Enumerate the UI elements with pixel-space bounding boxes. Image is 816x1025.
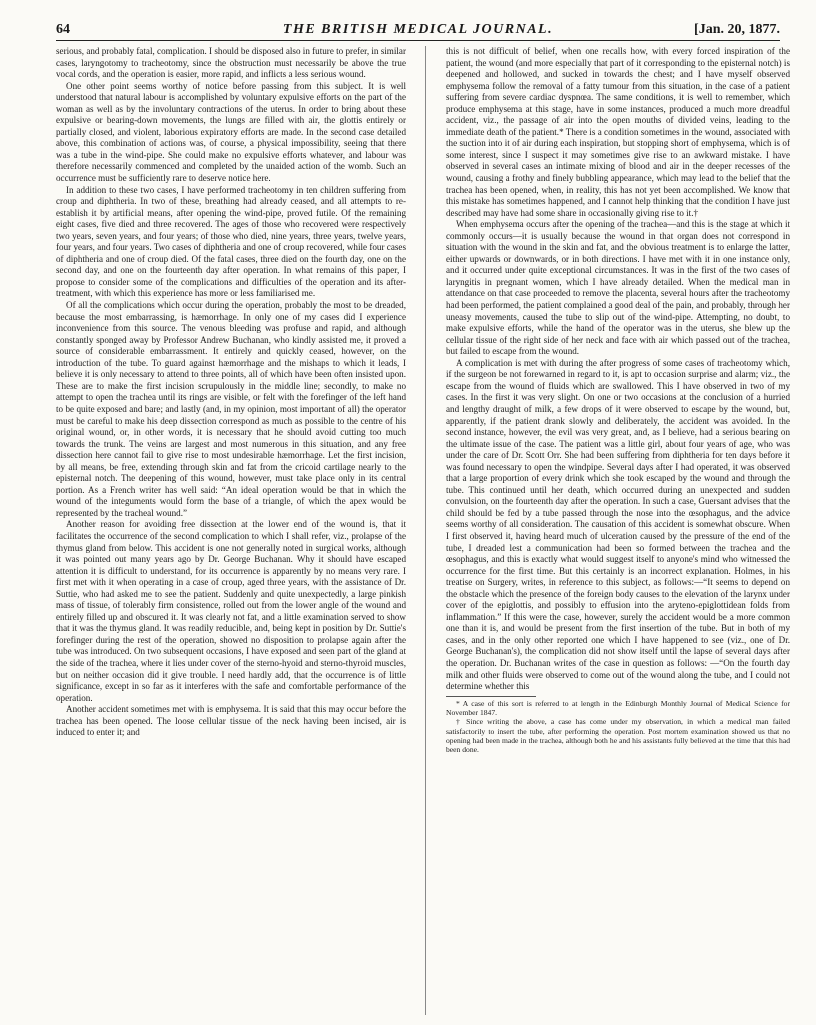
paragraph: In addition to these two cases, I have performed tracheotomy in ten children suffering from croup and diphtheria. In two of these, breathing had already ceased, and all attempts to re-establish it by artificial means, after opening the wind-pipe, proved futile. Of the remaining eight cases, five died and three recovered. The ages of those who recovered were respectively two years, seven years, and four years; of those who died, nine years, three years, twelve years, four years, and four years. Two cases of diphtheria and one of croup recovered, while four cases of diphtheria and one of croup died. Of the fatal cases, three died on the fourth day, one on the second day, and one on the fourteenth day after operation. In what remains of this paper, I propose to consider some of the complications and difficulties of the operation and its after-treatment, with which this experience has more or less familiarised me. <box>56 184 406 299</box>
paragraph: serious, and probably fatal, complication. I should be disposed also in future to prefer, in similar cases, laryngotomy to tracheotomy, since the obstruction must necessarily be above the true vocal cords, and the operation is easier, more rapid, and inflicts a less serious wound. <box>56 46 406 80</box>
footnote: * A case of this sort is referred to at length in the Edinburgh Monthly Journal of Medical Science for November 1847. <box>446 698 790 717</box>
left-column <box>56 46 406 1019</box>
journal-title: THE BRITISH MEDICAL JOURNAL. <box>282 22 554 37</box>
footnote: † Since writing the above, a case has come under my observation, in which a medical man failed satisfactorily to insert the tube, after performing the operation. Post mortem examination showed us that no opening had been made in the trachea, although both he and his assistants fully believed at the time that this had been done. <box>446 717 790 755</box>
paragraph: When emphysema occurs after the opening of the trachea—and this is the stage at which it commonly occurs—it is usually because the wound in that organ does not correspond in situation with the wound in the skin and fat, and the obvious treatment is to enlarge the latter, either upwards or downwards, or in both directions. I have met with it in one instance only, and it occurred under quite exceptional circumstances. It was in the first of the two cases of laryngitis in pregnant women, which I have already detailed. When the medical man in attendance on that case proceeded to remove the placenta, several hours after the tracheotomy had been performed, the patient complained a good deal of the pain, and probably, through her uneasy movements, caused the tube to slip out of the wind-pipe. Attempting, no doubt, to make expulsive efforts, while the hand of the operator was in the uterus, she blew up the cellular tissue of the right side of her neck and face with air which passed out of the trachea, but failed to escape from the wound. <box>446 219 790 357</box>
page-number: 64 <box>56 22 70 37</box>
column-divider <box>425 46 426 1015</box>
paragraph: Another accident sometimes met with is emphysema. It is said that this may occur before the trachea has been opened. The loose cellular tissue of the neck having been incised, air is induced to enter it; and <box>56 704 406 738</box>
footnote-rule <box>446 696 536 697</box>
paragraph: this is not difficult of belief, when one recalls how, with every forced inspiration of the patient, the wound (and more especially that part of it corresponding to the episternal notch) is deepened and hollowed, and sucked in towards the chest; and I have myself observed emphysema follow the removal of a fatty tumour from this situation, in the case of a patient suffering from severe cardiac dyspnœa. The same conditions, it is well to remember, which produce emphysema at this stage, have in some instances, produced a much more dreadful accident, viz., the passage of air into the open mouths of divided veins, leading to the immediate death of the patient.* There is a condition sometimes in the wound, associated with the suction into it of air during each inspiration, but stopping short of emphysema, which is of some interest, since I suspect it may sometimes give rise to an awkward mistake. I have observed in several cases an intimate mixing of blood and air in the deeper recesses of the wound, causing a frothy and finely bubbling appearance, which may lead to the belief that the trachea has been opened, when, in reality, this has not yet been accomplished. We know that this mistake has sometimes happened, and I cannot help thinking that the condition I have just described may have had some share in occasionally giving rise to it.† <box>446 46 790 218</box>
issue-date: [Jan. 20, 1877. <box>694 22 780 37</box>
paragraph: Another reason for avoiding free dissection at the lower end of the wound is, that it facilitates the occurrence of the second complication to which I shall refer, viz., prolapse of the thymus gland from below. This accident is one not generally noted in surgical works, although it was pointed out many years ago by Dr. George Buchanan. Why it should have escaped attention it is difficult to understand, for its occurrence is apparently by no means very rare. I first met with it when operating in a case of croup, aged three years, with the assistance of Dr. Suttie, who had asked me to see the patient. Suddenly and quite unexpectedly, a large pinkish mass of tissue, of tolerably firm consistence, rolled out from the lower angle of the wound and entirely filled up and obscured it. It was clearly not fat, and a little examination served to show that it was the thymus gland. It was readily reducible, and, being kept in position by Dr. Suttie's forefinger during the rest of the operation, showed no disposition to prolapse again after the tube was introduced. On two subsequent occasions, I have exposed and seen part of the gland at the side of the trachea, where it lies under cover of the sterno-hyoid and sterno-thyroid muscles, but on neither occasion did it give trouble. I need hardly add, that the occurrence is of little significance, except in so far as it interferes with the safe and comfortable performance of the operation. <box>56 519 406 703</box>
right-column <box>446 46 790 1019</box>
paragraph: Of all the complications which occur during the operation, probably the most to be dreaded, because the most embarrassing, is hæmorrhage. In only one of my cases did I experience inconvenience from this source. The venous bleeding was profuse and rapid, and although constantly sponged away by Professor Andrew Buchanan, who kindly assisted me, it proved a source of considerable embarrassment. It entirely and quickly ceased, however, on the introduction of the tube. To guard against hæmorrhage and the mishaps to which it leads, I believe it is only necessary to attend to three points, all of which have been often insisted upon. These are to make the first incision scrupulously in the middle line; secondly, to make no attempt to open the trachea until its rings are visible, or felt with the forefinger of the left hand to be quite exposed and bare; and lastly (and, in my opinion, most important of all) the operator must be careful to make his deep dissection correspond as much as possible to the centre of his original wound, or, in other words, it is necessary that he should avoid cutting too much towards the trunk. The veins are largest and most numerous in this situation, and any free dissection here cannot fail to give rise to most undesirable hæmorrhage. Let the first incision, by all means, be free, extending through skin and fat from the cricoid cartilage nearly to the episternal notch. The deepening of this wound, however, must take place only in its central portion. As a French writer has well said: “An ideal operation would be that in which the wound of the integuments would form the base of a triangle, of which the apex would be represented by the tracheal wound.” <box>56 300 406 518</box>
running-header <box>56 22 780 41</box>
paragraph: A complication is met with during the after progress of some cases of tracheotomy which, if the surgeon be not forewarned in regard to it, is apt to occasion surprise and alarm; viz., the escape from the wound of fluids which are swallowed. This I have observed in two of my cases. In the first it was very slight. On one or two occasions at the conclusion of a hurried and lengthy draught of milk, a few drops of it were observed to escape by the wound, but, apparently, if the patient drank slowly and deliberately, the accident was avoided. In the second instance, however, the evil was very great, and, as I believe, had a serious bearing on the ultimate issue of the case. The patient was a little girl, about four years of age, who was under the care of Dr. Scott Orr. She had been suffering from diphtheria for ten days before it was found necessary to open the windpipe. Several days after I had operated, it was observed that a large proportion of every drink which she took escaped by the wound and through the tube. This continued until her death, which occurred during an unexpected and sudden convulsion, on the fourteenth day after the operation. In such a case, Guersant advises that the child should be fed by a tube passed through the nose into the œsophagus, and the advice seems worthy of all consideration. The causation of this accident is somewhat obscure. When I first observed it, having heard much of ulceration caused by the pressure of the end of the tube, I dreaded lest a communication had been so formed between the trachea and the œsophagus, and this is exactly what would suggest itself to anyone's mind who witnessed the occurrence for the first time. But this certainly is an incorrect explanation. Holmes, in his treatise on Surgery, writes, in reference to this subject, as follows:—“It seems to depend on the obstacle which the presence of the foreign body causes to the elevation of the larynx under cover of the epiglottis, and possibly to effusion into the aryteno-epiglottidean folds from inflammation.” If this were the case, however, surely the accident would be a more common one than it is, and would be present from the first insertion of the tube. But in both of my cases, and in the only other reported one which I have happened to see (viz., one of Dr. George Buchanan's), the complication did not show itself until the lapse of several days after the operation. Dr. Buchanan writes of the case in question as follows: —“On the fourth day milk and other fluids were observed to come out of the wound along the tube, and I could not determine whether this <box>446 357 790 692</box>
paragraph: One other point seems worthy of notice before passing from this subject. It is well understood that natural labour is accomplished by voluntary expulsive efforts on the part of the woman as well as by the involuntary contractions of the uterus. In order to bring about these expulsive or bearing-down movements, the lungs are filled with air, the glottis entirely or partially closed, and violent, laborious expiratory efforts are made. In the second case detailed above, this combination of actions was, of course, a physical impossibility, seeing that there was a tube in the wind-pipe. She could make no expulsive efforts whatever, and labour was therefore necessarily commenced and completed by the unaided action of the womb. Such an occurrence must be sufficiently rare to deserve notice here. <box>56 80 406 184</box>
